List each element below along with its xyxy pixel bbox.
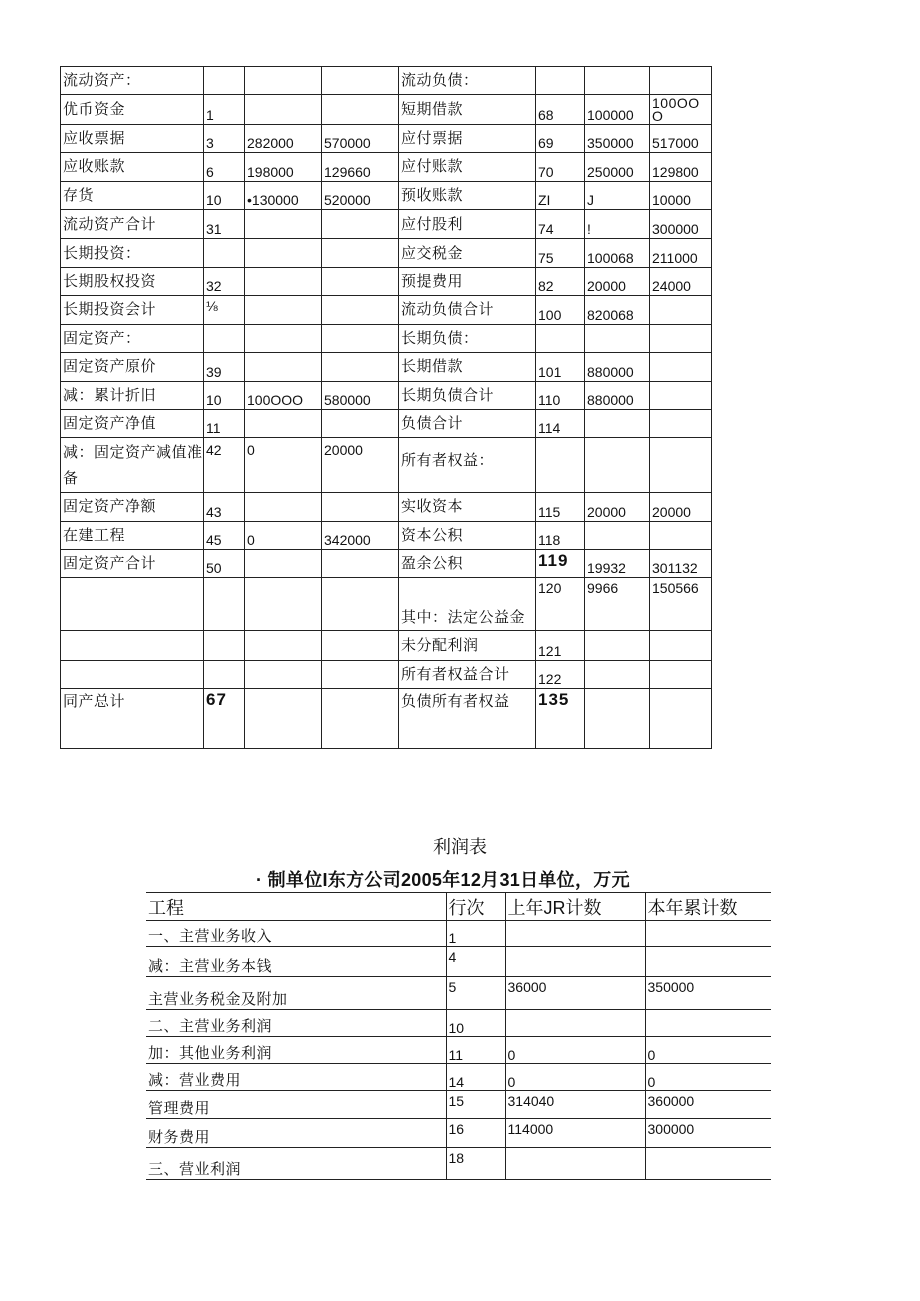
value-cell: 517000 xyxy=(650,124,712,152)
value-cell: 100OOO xyxy=(245,381,322,409)
value-cell: 32 xyxy=(204,267,245,295)
value-cell: 10 xyxy=(204,381,245,409)
value-cell: 100 xyxy=(536,296,585,324)
value-cell xyxy=(204,67,245,95)
value-cell xyxy=(245,239,322,267)
balance-row xyxy=(61,353,712,381)
value-cell: 360000 xyxy=(645,1091,771,1119)
value-cell: ⅛ xyxy=(204,296,245,324)
value-cell: 880000 xyxy=(585,353,650,381)
value-cell: 342000 xyxy=(322,521,399,549)
value-cell: 300000 xyxy=(645,1119,771,1148)
value-cell xyxy=(245,353,322,381)
value-cell xyxy=(645,947,771,977)
balance-row xyxy=(61,124,712,152)
value-cell: 120 xyxy=(536,578,585,631)
value-cell: 11 xyxy=(446,1037,505,1064)
value-cell: 1 xyxy=(446,921,505,947)
item-name-cell: 固定资产净值 xyxy=(61,409,204,437)
item-name-cell: 管理费用 xyxy=(146,1091,446,1119)
value-cell xyxy=(204,239,245,267)
value-cell xyxy=(322,688,399,748)
value-cell: ! xyxy=(585,210,650,239)
value-cell: 115 xyxy=(536,493,585,521)
value-cell: 20000 xyxy=(650,493,712,521)
value-cell: 10000 xyxy=(650,181,712,209)
value-cell: 282000 xyxy=(245,124,322,152)
item-name-cell: 二、主营业务利润 xyxy=(146,1010,446,1037)
item-name-cell: 流动负债： xyxy=(399,67,536,95)
income-row xyxy=(146,1119,771,1148)
value-cell xyxy=(650,324,712,352)
value-cell xyxy=(322,549,399,577)
income-statement-table xyxy=(146,892,771,1180)
value-cell xyxy=(322,267,399,295)
value-cell xyxy=(245,210,322,239)
item-name-cell: 固定资产原价 xyxy=(61,353,204,381)
value-cell: 118 xyxy=(536,521,585,549)
item-name-cell: 减：累计折旧 xyxy=(61,381,204,409)
income-row xyxy=(146,921,771,947)
value-cell: 69 xyxy=(536,124,585,152)
value-cell xyxy=(585,631,650,660)
balance-row xyxy=(61,153,712,181)
income-row xyxy=(146,1037,771,1064)
value-cell: 19932 xyxy=(585,549,650,577)
value-cell xyxy=(322,67,399,95)
value-cell xyxy=(245,660,322,688)
item-name-cell: 资本公积 xyxy=(399,521,536,549)
value-cell: ZI xyxy=(536,181,585,209)
value-cell xyxy=(322,95,399,124)
value-cell xyxy=(322,409,399,437)
value-cell xyxy=(245,688,322,748)
item-name-cell: 减：主营业务本钱 xyxy=(146,947,446,977)
value-cell: 75 xyxy=(536,239,585,267)
value-cell xyxy=(650,67,712,95)
item-name-cell: 固定资产净额 xyxy=(61,493,204,521)
item-name-cell: 一、主营业务收入 xyxy=(146,921,446,947)
value-cell: 0 xyxy=(245,521,322,549)
value-cell: 350000 xyxy=(645,977,771,1010)
value-cell: 6 xyxy=(204,153,245,181)
column-header: 工程 xyxy=(146,893,446,921)
value-cell xyxy=(585,409,650,437)
income-row xyxy=(146,1091,771,1119)
item-name-cell: 负债合计 xyxy=(399,409,536,437)
value-cell: 122 xyxy=(536,660,585,688)
item-name-cell xyxy=(61,660,204,688)
value-cell xyxy=(245,578,322,631)
item-name-cell: 长期投资： xyxy=(61,239,204,267)
item-name-cell: 所有者权益： xyxy=(399,438,536,493)
value-cell xyxy=(645,1010,771,1037)
value-cell: 0 xyxy=(505,1037,645,1064)
value-cell xyxy=(245,67,322,95)
income-row xyxy=(146,977,771,1010)
income-row xyxy=(146,1010,771,1037)
item-name-cell: 应付票据 xyxy=(399,124,536,152)
value-cell: 70 xyxy=(536,153,585,181)
value-cell xyxy=(505,921,645,947)
value-cell: 43 xyxy=(204,493,245,521)
value-cell xyxy=(245,267,322,295)
value-cell xyxy=(322,493,399,521)
value-cell: 18 xyxy=(446,1148,505,1180)
balance-sheet-table xyxy=(60,66,712,749)
value-cell xyxy=(204,578,245,631)
value-cell xyxy=(322,660,399,688)
item-name-cell: 三、营业利润 xyxy=(146,1148,446,1180)
balance-row xyxy=(61,409,712,437)
value-cell: 211000 xyxy=(650,239,712,267)
value-cell: 42 xyxy=(204,438,245,493)
balance-row xyxy=(61,95,712,124)
value-cell: 0 xyxy=(645,1037,771,1064)
item-name-cell: 长期投资会计 xyxy=(61,296,204,324)
value-cell: 11 xyxy=(204,409,245,437)
value-cell: 31 xyxy=(204,210,245,239)
value-cell xyxy=(585,688,650,748)
value-cell xyxy=(536,438,585,493)
value-cell xyxy=(204,324,245,352)
item-name-cell: 长期借款 xyxy=(399,353,536,381)
income-row xyxy=(146,947,771,977)
value-cell xyxy=(322,353,399,381)
item-name-cell: 流动资产： xyxy=(61,67,204,95)
value-cell: 10 xyxy=(446,1010,505,1037)
value-cell: 4 xyxy=(446,947,505,977)
value-cell xyxy=(650,353,712,381)
value-cell: 129660 xyxy=(322,153,399,181)
value-cell xyxy=(585,660,650,688)
value-cell xyxy=(245,493,322,521)
item-name-cell: 预收账款 xyxy=(399,181,536,209)
value-cell: 68 xyxy=(536,95,585,124)
value-cell: 0 xyxy=(505,1064,645,1091)
income-row xyxy=(146,1064,771,1091)
item-name-cell: 实收资本 xyxy=(399,493,536,521)
item-name-cell: 固定资产： xyxy=(61,324,204,352)
value-cell xyxy=(505,1148,645,1180)
item-name-cell: 长期负债合计 xyxy=(399,381,536,409)
value-cell: 520000 xyxy=(322,181,399,209)
value-cell: 20000 xyxy=(585,267,650,295)
value-cell: 314040 xyxy=(505,1091,645,1119)
value-cell: 114000 xyxy=(505,1119,645,1148)
balance-row xyxy=(61,631,712,660)
value-cell xyxy=(245,409,322,437)
item-name-cell: 长期股权投资 xyxy=(61,267,204,295)
value-cell: 5 xyxy=(446,977,505,1010)
item-name-cell: 同产总计 xyxy=(61,688,204,748)
balance-row xyxy=(61,688,712,748)
value-cell: 198000 xyxy=(245,153,322,181)
value-cell xyxy=(650,438,712,493)
balance-row xyxy=(61,493,712,521)
value-cell xyxy=(322,210,399,239)
item-name-cell: 存货 xyxy=(61,181,204,209)
value-cell: 350000 xyxy=(585,124,650,152)
value-cell xyxy=(245,549,322,577)
item-name-cell: 所有者权益合计 xyxy=(399,660,536,688)
value-cell xyxy=(650,409,712,437)
value-cell: 101 xyxy=(536,353,585,381)
value-cell xyxy=(585,521,650,549)
value-cell xyxy=(536,67,585,95)
value-cell: 45 xyxy=(204,521,245,549)
item-name-cell: 减：固定资产减值准备 xyxy=(61,438,204,493)
value-cell: 39 xyxy=(204,353,245,381)
income-header-row xyxy=(146,893,771,921)
balance-row xyxy=(61,181,712,209)
value-cell: 0 xyxy=(245,438,322,493)
item-name-cell: 固定资产合计 xyxy=(61,549,204,577)
item-name-cell: 盈余公积 xyxy=(399,549,536,577)
value-cell: 100068 xyxy=(585,239,650,267)
item-name-cell: 应付账款 xyxy=(399,153,536,181)
balance-row xyxy=(61,660,712,688)
value-cell xyxy=(650,660,712,688)
value-cell: 74 xyxy=(536,210,585,239)
balance-row xyxy=(61,210,712,239)
column-header: 本年累计数 xyxy=(645,893,771,921)
item-name-cell: 负债所有者权益 xyxy=(399,688,536,748)
value-cell: 301132 xyxy=(650,549,712,577)
value-cell xyxy=(585,324,650,352)
value-cell: 100000 xyxy=(585,95,650,124)
balance-row xyxy=(61,324,712,352)
item-name-cell: 减：营业费用 xyxy=(146,1064,446,1091)
value-cell xyxy=(650,688,712,748)
item-name-cell: 短期借款 xyxy=(399,95,536,124)
value-cell: •130000 xyxy=(245,181,322,209)
income-statement-title: 利润表 xyxy=(433,837,487,857)
value-cell: 150566 xyxy=(650,578,712,631)
value-cell xyxy=(650,381,712,409)
value-cell xyxy=(650,631,712,660)
item-name-cell: 主营业务税金及附加 xyxy=(146,977,446,1010)
income-row xyxy=(146,1148,771,1180)
item-name-cell: 其中：法定公益金 xyxy=(399,578,536,631)
value-cell: 1 xyxy=(204,95,245,124)
value-cell: 20000 xyxy=(322,438,399,493)
value-cell: 100OO O xyxy=(650,95,712,124)
item-name-cell: 加：其他业务利润 xyxy=(146,1037,446,1064)
column-header: 行次 xyxy=(446,893,505,921)
value-cell: 0 xyxy=(645,1064,771,1091)
value-cell xyxy=(322,296,399,324)
value-cell: 9966 xyxy=(585,578,650,631)
value-cell: 10 xyxy=(204,181,245,209)
value-cell: 16 xyxy=(446,1119,505,1148)
value-cell: 50 xyxy=(204,549,245,577)
value-cell: 36000 xyxy=(505,977,645,1010)
item-name-cell xyxy=(61,578,204,631)
value-cell xyxy=(505,1010,645,1037)
value-cell: 119 xyxy=(536,549,585,577)
value-cell xyxy=(245,95,322,124)
value-cell: 880000 xyxy=(585,381,650,409)
item-name-cell: 优币资金 xyxy=(61,95,204,124)
value-cell xyxy=(650,521,712,549)
item-name-cell: 长期负债： xyxy=(399,324,536,352)
value-cell xyxy=(245,324,322,352)
balance-row xyxy=(61,549,712,577)
balance-row xyxy=(61,239,712,267)
value-cell xyxy=(322,324,399,352)
value-cell: 121 xyxy=(536,631,585,660)
value-cell: 20000 xyxy=(585,493,650,521)
item-name-cell: 应付股利 xyxy=(399,210,536,239)
value-cell: 15 xyxy=(446,1091,505,1119)
value-cell xyxy=(505,947,645,977)
value-cell xyxy=(245,296,322,324)
balance-row xyxy=(61,296,712,324)
balance-row xyxy=(61,67,712,95)
balance-row xyxy=(61,267,712,295)
item-name-cell: 应收账款 xyxy=(61,153,204,181)
value-cell: 67 xyxy=(204,688,245,748)
value-cell: 570000 xyxy=(322,124,399,152)
value-cell: 3 xyxy=(204,124,245,152)
value-cell xyxy=(585,438,650,493)
value-cell: 24000 xyxy=(650,267,712,295)
value-cell xyxy=(204,660,245,688)
balance-row xyxy=(61,438,712,493)
value-cell xyxy=(536,324,585,352)
item-name-cell: 流动资产合计 xyxy=(61,210,204,239)
value-cell: 129800 xyxy=(650,153,712,181)
item-name-cell: 在建工程 xyxy=(61,521,204,549)
value-cell xyxy=(322,631,399,660)
item-name-cell: 流动负债合计 xyxy=(399,296,536,324)
value-cell xyxy=(645,921,771,947)
balance-row xyxy=(61,578,712,631)
value-cell: 580000 xyxy=(322,381,399,409)
item-name-cell: 预提费用 xyxy=(399,267,536,295)
value-cell xyxy=(322,578,399,631)
value-cell xyxy=(585,67,650,95)
value-cell: 300000 xyxy=(650,210,712,239)
value-cell xyxy=(245,631,322,660)
column-header: 上年JR计数 xyxy=(505,893,645,921)
value-cell: 14 xyxy=(446,1064,505,1091)
item-name-cell xyxy=(61,631,204,660)
value-cell: J xyxy=(585,181,650,209)
income-statement-subtitle: · 制单位I东方公司2005年12月31日单位，万元 xyxy=(256,870,630,890)
balance-row xyxy=(61,381,712,409)
value-cell: 135 xyxy=(536,688,585,748)
item-name-cell: 财务费用 xyxy=(146,1119,446,1148)
value-cell xyxy=(645,1148,771,1180)
value-cell: 82 xyxy=(536,267,585,295)
value-cell: 820068 xyxy=(585,296,650,324)
value-cell: 250000 xyxy=(585,153,650,181)
item-name-cell: 应收票据 xyxy=(61,124,204,152)
item-name-cell: 未分配利润 xyxy=(399,631,536,660)
balance-row xyxy=(61,521,712,549)
value-cell xyxy=(204,631,245,660)
value-cell xyxy=(322,239,399,267)
value-cell: 114 xyxy=(536,409,585,437)
value-cell: 110 xyxy=(536,381,585,409)
value-cell xyxy=(650,296,712,324)
item-name-cell: 应交税金 xyxy=(399,239,536,267)
